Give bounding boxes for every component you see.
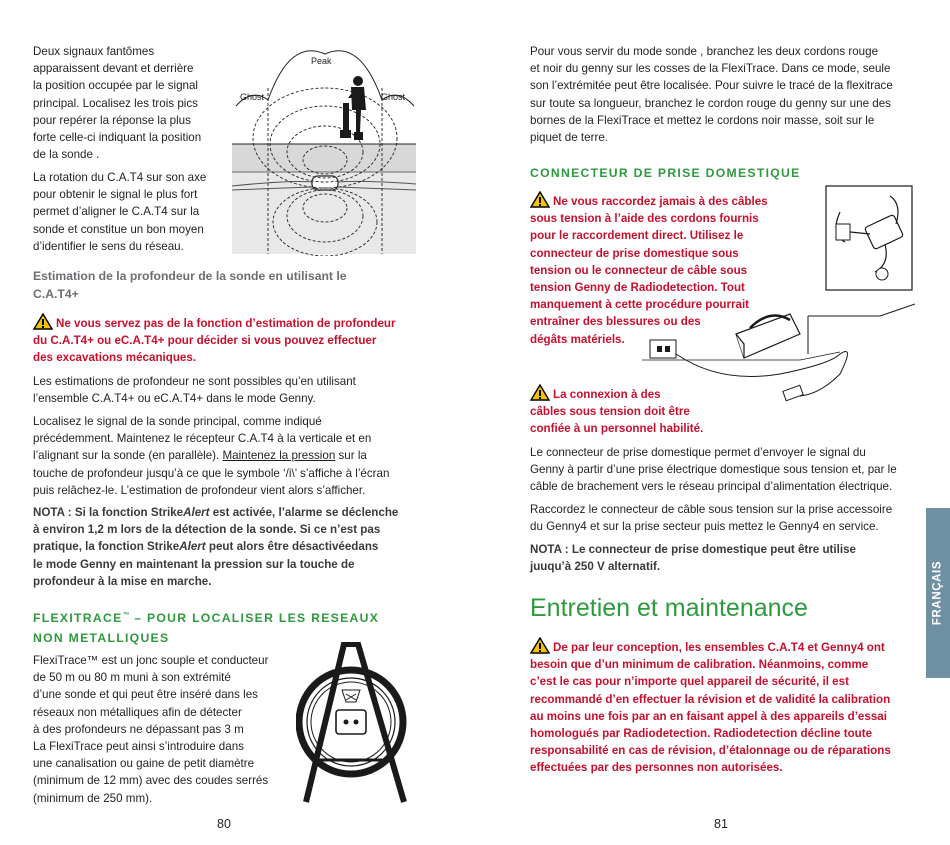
text-line: forte celle-ci indiquant la position	[33, 131, 202, 145]
nota-250v	[530, 541, 915, 575]
text-line: bornes de la FlexiTrace et mettez le cordons noir masse, soit sur le	[530, 113, 875, 127]
rotation-paragraph	[33, 169, 233, 255]
text-line: de la sonde .	[33, 148, 100, 162]
flexitrace-reel-figure	[296, 642, 418, 804]
text-line: puis relâchez-le. L’estimation de profondeur vient alors s’afficher.	[33, 483, 366, 497]
warning-line: câbles sous tension doit être	[530, 405, 690, 419]
warning-line: pour le raccordement direct. Utilisez le	[530, 229, 744, 243]
text-span: l’alignant sur la sonde (en parallèle).	[33, 449, 223, 463]
connector-paragraph	[530, 444, 915, 496]
text-span-italic: Alert	[179, 540, 206, 554]
warning-line: manquement à cette procédure pourrait	[530, 298, 750, 312]
plug-connector-figure	[640, 184, 915, 434]
heading-line: Estimation de la profondeur de la sonde en utilisant le	[33, 269, 347, 283]
text-line: apparaissent devant et derrière	[33, 62, 194, 76]
text-line: le mode Genny en maintenant la pression sur la touche de	[33, 557, 355, 571]
underlined-text: Maintenez la pression	[222, 449, 336, 463]
sonde-field-figure	[230, 48, 418, 256]
warning-line: effectuées par des personnes non autorisées.	[530, 761, 783, 775]
text-span: – POUR LOCALISER LES RESEAUX	[129, 611, 380, 626]
warning-line: entraîner des blessures ou des	[530, 315, 701, 329]
text-line: NOTA : Le connecteur de prise domestique peut être utilise	[530, 543, 856, 556]
text-line: FlexiTrace™ est un jonc souple et conducteur	[33, 654, 269, 667]
text-line: principal. Localisez les trois pics	[33, 96, 198, 110]
warning-line: recommandé d’en effectuer la révision et de validité la calibration	[530, 692, 891, 706]
warning-line: sous tension à l’aide des cordons fournis	[530, 212, 759, 226]
text-line: d’une sonde et qui peut être inséré dans les	[33, 688, 258, 702]
heading-line: C.A.T4+	[33, 286, 79, 301]
text-line: juuqu’à 250 V alternatif.	[530, 560, 661, 574]
language-tab[interactable]	[926, 508, 950, 678]
text-line: Localisez le signal de la sonde principal, comme indiqué	[33, 415, 322, 428]
nota-strikealert	[33, 504, 428, 590]
language-tab-label: FRANÇAIS	[931, 560, 944, 626]
text-line: précédemment. Maintenez le récepteur C.A.T4 à la verticale et en	[33, 432, 372, 446]
figure-label-ghost-left: Ghost	[240, 92, 265, 102]
warning-line: Ne vous raccordez jamais à des câbles	[553, 195, 768, 208]
warning-line: tension ou le connecteur de câble sous	[530, 263, 748, 277]
warning-line: connecteur de prise domestique sous	[530, 246, 739, 260]
text-line: pour obtenir le signal le plus fort	[33, 188, 198, 202]
warning-line: Ne vous servez pas de la fonction d’estimation de profondeur	[56, 317, 396, 330]
text-line: Pour vous servir du mode sonde , branchez les deux cordons rouge	[530, 45, 879, 58]
text-line: à environ 1,2 m lors de la détection de la sonde. Si ce n’est pas	[33, 523, 381, 537]
text-line: Les estimations de profondeur ne sont possibles qu’en utilisant	[33, 375, 356, 388]
text-line: de 50 m ou 80 m muni à son extrémité	[33, 671, 231, 685]
text-line: La rotation du C.A.T4 sur son axe	[33, 171, 207, 184]
locate-paragraph	[33, 413, 428, 499]
text-line: Le connecteur de prise domestique permet d’envoyer le signal du	[530, 446, 866, 459]
warning-line: De par leur conception, les ensembles C.A.T4 et Genny4 ont	[553, 641, 885, 654]
warning-depth-excavation	[33, 313, 428, 367]
warning-line: responsabilité en cas de révision, d’étalonnage ou de réparations	[530, 744, 891, 758]
figure-label-peak: Peak	[311, 56, 332, 66]
connector-heading: CONNECTEUR DE PRISE DOMESTIQUE	[530, 166, 801, 180]
text-span: pratique, la fonction Strike	[33, 540, 180, 554]
text-line: La FlexiTrace peut ainsi s’introduire dans	[33, 740, 244, 754]
text-line: du Genny4 et sur la prise secteur puis mettez le Genny4 en service.	[530, 520, 879, 534]
page-number-left: 80	[217, 817, 231, 831]
warning-triangle-icon	[530, 191, 550, 208]
text-line: et noir du genny sur les cosses de la FlexiTrace. Dans ce mode, seule	[530, 62, 891, 76]
text-line: sur toute sa longueur, branchez le cordon rouge du genny sur une des	[530, 96, 891, 110]
text-line: câble de brachement vers le réseau principal d’alimentation électrique.	[530, 480, 893, 494]
warning-line: besoin que d’un minimum de calibration. Néanmoins, comme	[530, 658, 869, 672]
maintenance-title: Entretien et maintenance	[530, 594, 808, 622]
flexitrace-paragraph	[33, 652, 293, 807]
text-line: pour repérer la réponse la plus	[33, 113, 191, 127]
trademark-sup: ™	[122, 612, 130, 619]
text-line: réseaux non métalliques afin de détecter	[33, 705, 242, 719]
text-span: FLEXITRACE	[33, 611, 123, 626]
warning-calibration	[530, 637, 920, 777]
raccordez-paragraph	[530, 501, 915, 535]
depth-estimation-heading	[33, 268, 423, 303]
text-line: la position occupée par le signal	[33, 79, 198, 93]
text-line: Raccordez le connecteur de câble sous tension sur la prise accessoire	[530, 503, 893, 516]
warning-triangle-icon	[33, 313, 53, 330]
warning-triangle-icon	[530, 384, 550, 401]
warning-line: tension Genny de Radiodetection. Tout	[530, 281, 745, 295]
warning-line: du C.A.T4+ ou eC.A.T4+ pour décider si vous pouvez effectuer	[33, 334, 377, 348]
warning-line: La connexion à des	[553, 388, 661, 401]
text-line: (minimum de 250 mm).	[33, 791, 153, 805]
warning-line: au moins une fois par an en faisant appel à des appareils d’essai	[530, 709, 887, 723]
text-line: touche de profondeur jusqu’à ce que le symbole ‘/i\’ s’affiche à l’écran	[33, 466, 390, 480]
sonde-mode-paragraph	[530, 43, 915, 146]
warning-line: c’est le cas pour n’importe quel appareil de sécurité, il est	[530, 675, 849, 689]
text-span: sur la	[335, 449, 367, 463]
warning-line: des excavations mécaniques.	[33, 351, 197, 365]
figure-label-ghost-right: Ghost	[381, 92, 406, 102]
text-line: d’identifier le sens du réseau.	[33, 239, 184, 253]
text-line: son l’extrémitée peut être localisée. Pour suivre le tracé de la flexitrace	[530, 79, 893, 93]
heading-line: NON METALLIQUES	[33, 631, 170, 646]
warning-line: homologués par Radiodetection. Radiodetection décline toute	[530, 727, 873, 741]
text-line: piquet de terre.	[530, 131, 608, 145]
text-line: l’ensemble C.A.T4+ ou eC.A.T4+ dans le mode Genny.	[33, 392, 316, 406]
text-line: Genny à partir d’une prise électrique domestique sous tension et, par le	[530, 463, 897, 477]
text-span: est activée, l’alarme se déclenche	[209, 506, 399, 519]
warning-triangle-icon	[530, 637, 550, 654]
text-span: peut alors être désactivéedans	[205, 540, 379, 554]
page-number-right: 81	[714, 817, 728, 831]
text-line: Deux signaux fantômes	[33, 45, 155, 58]
warning-line: confiée à un personnel habilité.	[530, 422, 704, 436]
text-line: à des profondeurs ne dépassant pas 3 m	[33, 722, 244, 736]
text-line: profondeur à la mise en marche.	[33, 574, 212, 588]
text-line: une canalisation ou gaine de petit diamètre	[33, 757, 255, 771]
text-span-italic: Alert	[183, 506, 210, 519]
text-line: (minimum de 12 mm) avec des coudes serrés	[33, 774, 269, 788]
text-line: sonde et constitue un bon moyen	[33, 222, 204, 236]
text-line	[33, 447, 428, 464]
estimates-paragraph	[33, 373, 428, 407]
text-span: NOTA : Si la fonction Strike	[33, 506, 184, 519]
intro-paragraph	[33, 43, 233, 163]
warning-line: dégâts matériels.	[530, 332, 625, 346]
text-line: permet d’aligner le C.A.T4 sur la	[33, 205, 200, 219]
